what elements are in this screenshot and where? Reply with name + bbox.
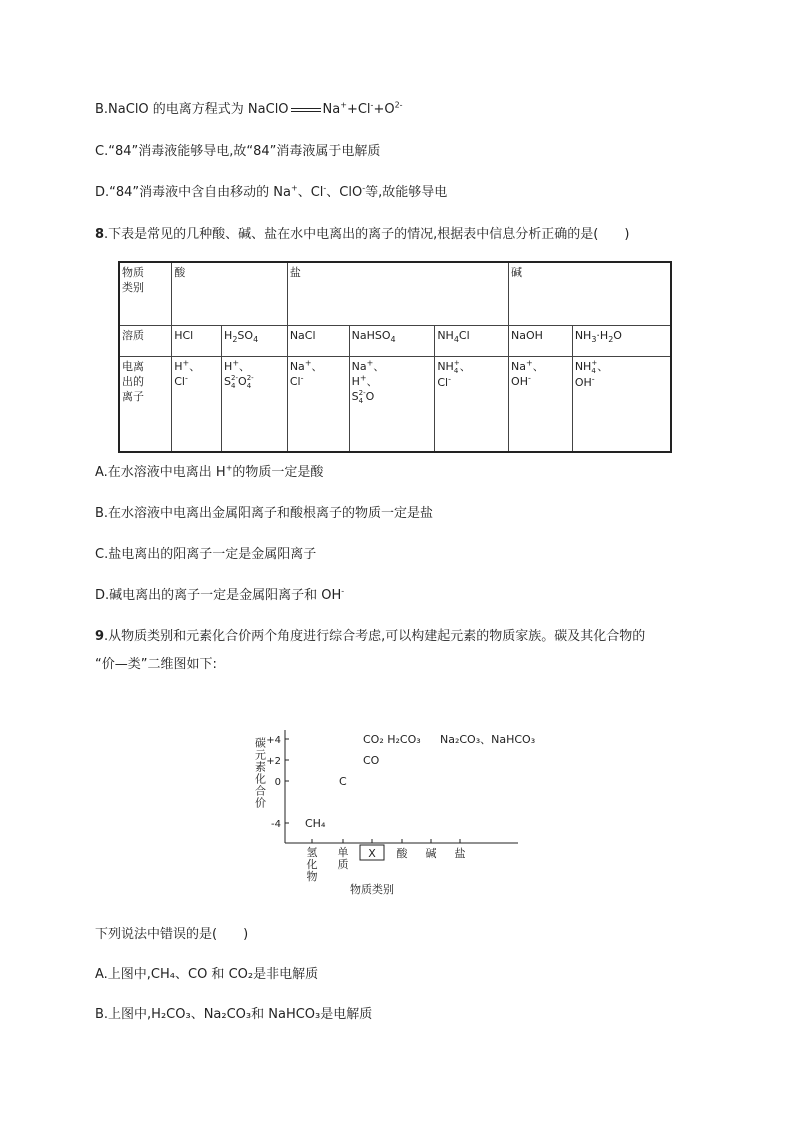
y-tick-label: +4 xyxy=(266,735,281,746)
solute-nh3h2o: $NH_3\cdot H_2O$ xyxy=(572,326,671,357)
q8-option-d: D.碱电离出的离子一定是金属阳离子和 OH- xyxy=(95,586,345,603)
option-d: D.“84”消毒液中含自由移动的 Na+、Cl-、ClO-等,故能够导电 xyxy=(95,183,448,200)
point-label: CO₂ H₂CO₃ xyxy=(363,733,421,746)
x-axis-label: 物质类别 xyxy=(350,883,394,896)
ion-table xyxy=(118,261,672,453)
x-tick-label: X xyxy=(368,847,376,860)
solute-hcl: HCl xyxy=(172,326,222,357)
question-9-stem-2: “价—类”二维图如下: xyxy=(95,657,217,672)
point-label: C xyxy=(339,775,347,788)
solute-naoh: NaOH xyxy=(509,326,573,357)
q8-option-b: B.在水溶液中电离出金属阳离子和酸根离子的物质一定是盐 xyxy=(95,506,434,521)
question-9-stem: 9.从物质类别和元素化合价两个角度进行综合考虑,可以构建起元素的物质家族。碳及其化合物的 xyxy=(95,629,646,644)
header-cell-salt: 盐 xyxy=(287,262,508,326)
solute-h2so4: $H_2SO_4$ xyxy=(222,326,288,357)
ions-h2so4: H+、 S2- 4 O2- 4 xyxy=(222,357,288,453)
q9-option-a: A.上图中,CH₄、CO 和 CO₂是非电解质 xyxy=(95,967,319,982)
y-tick-label: +2 xyxy=(266,756,281,767)
ions-nh4cl: NH+ 4、 Cl- xyxy=(435,357,509,453)
solute-nacl: NaCl xyxy=(287,326,349,357)
point-label: CH₄ xyxy=(305,817,326,830)
x-tick-label: 碱 xyxy=(425,847,437,860)
option-b-ionization: B.NaClO 的电离方程式为 NaClO $Na^++Cl^-+O^{2-}$ xyxy=(95,100,403,117)
q8-option-a: A.在水溶液中电离出 H+的物质一定是酸 xyxy=(95,463,324,480)
ions-naoh: Na+、 OH- xyxy=(509,357,573,453)
y-tick-label: -4 xyxy=(271,819,281,830)
solute-nahso4: NaHSO$_4$ xyxy=(349,326,435,357)
ions-hcl: H+、 Cl- xyxy=(172,357,222,453)
ions-label: 电离 出的 离子 xyxy=(119,357,172,453)
y-axis-label: 碳元素化合价 xyxy=(253,737,267,809)
x-tick-label: 单质 xyxy=(337,846,349,871)
ions-nh3h2o: NH+ 4、 OH- xyxy=(572,357,671,453)
question-9-prompt: 下列说法中错误的是( ) xyxy=(95,927,249,942)
ions-nahso4: Na+、 H+、 S2- 4 O xyxy=(349,357,435,453)
ions-nacl: Na+、 Cl- xyxy=(287,357,349,453)
solute-nh4cl: $NH_4Cl$ xyxy=(435,326,509,357)
q8-option-c: C.盐电离出的阳离子一定是金属阳离子 xyxy=(95,547,317,562)
header-cell-base: 碱 xyxy=(509,262,671,326)
solute-label: 溶质 xyxy=(119,326,172,357)
header-cell-acid: 酸 xyxy=(172,262,288,326)
x-tick-label: 酸 xyxy=(396,847,408,860)
question-8-stem: 8.下表是常见的几种酸、碱、盐在水中电离出的离子的情况,根据表中信息分析正确的是( ) xyxy=(95,227,630,242)
y-tick-label: 0 xyxy=(274,777,281,788)
valence-class-chart xyxy=(250,725,550,900)
point-label: Na₂CO₃、NaHCO₃ xyxy=(440,733,536,746)
header-cell-category: 物质 类别 xyxy=(119,262,172,326)
q9-option-b: B.上图中,H₂CO₃、Na₂CO₃和 NaHCO₃是电解质 xyxy=(95,1007,373,1022)
x-tick-label: 氢化物 xyxy=(306,846,318,883)
point-label: CO xyxy=(363,754,380,767)
option-c: C.“84”消毒液能够导电,故“84”消毒液属于电解质 xyxy=(95,144,381,159)
x-tick-label: 盐 xyxy=(454,847,466,860)
